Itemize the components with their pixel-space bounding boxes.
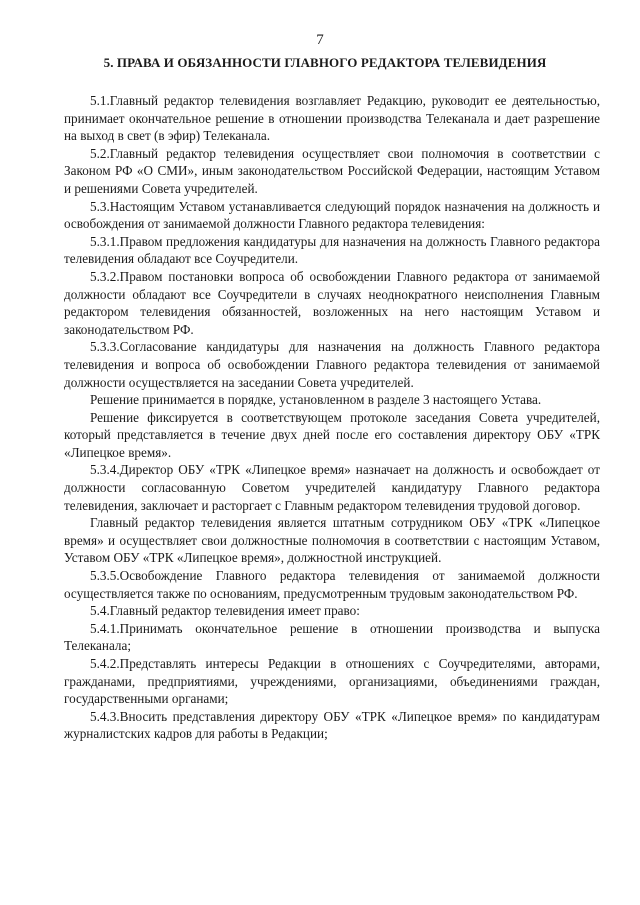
paragraph: 5.3.3.Согласование кандидатуры для назначения на должность Главного редактора телевидения и вопроса об освобождении Главного редактора телевидения от занимаемой должности осуществляется на заседании Совета учредителей. [64, 339, 600, 390]
paragraph: 5.4.3.Вносить представления директору ОБУ «ТРК «Липецкое время» по кандидатурам журналистских кадров для работы в Редакции; [64, 708, 600, 742]
paragraph: Решение принимается в порядке, установленном в разделе 3 настоящего Устава. [90, 392, 542, 408]
page-number: 7 [316, 32, 324, 48]
paragraph: Решение фиксируется в соответствующем протоколе заседания Совета учредителей, который представляется в течение двух дней после его составления директору ОБУ «ТРК «Липецкое время». [64, 409, 600, 460]
paragraph: Главный редактор телевидения является штатным сотрудником ОБУ «ТРК «Липецкое время» и осуществляет свои должностные полномочия в соответствии с настоящим Уставом, Уставом ОБУ «ТРК «Липецкое время», должностной инструкцией. [64, 515, 600, 566]
document-body [64, 92, 600, 743]
paragraph: 5.4.1.Принимать окончательное решение в отношении производства и выпуска Телеканала; [64, 620, 600, 654]
paragraph: 5.4.Главный редактор телевидения имеет право: [90, 603, 360, 619]
paragraph: 5.3.5.Освобождение Главного редактора телевидения от занимаемой должности осуществляется также по основаниям, предусмотренным трудовым законодательством РФ. [64, 568, 600, 601]
paragraph: 5.4.2.Представлять интересы Редакции в отношениях с Соучредителями, авторами, гражданами, предприятиями, учреждениями, организациями, объединениями граждан, государственными органами; [64, 656, 600, 707]
paragraph: 5.1.Главный редактор телевидения возглавляет Редакцию, руководит ее деятельностью, принимает окончательное решение в отношении производства Телеканала и дает разрешение на выход в свет (в эфир) Телеканала. [64, 93, 600, 144]
paragraph: 5.3.2.Правом постановки вопроса об освобождении Главного редактора от занимаемой должности обладают все Соучредители в случаях неоднократного неисполнения Главным редактором телевидения обязанностей, возложенных на него настоящим Уставом и законодательством РФ. [64, 268, 600, 337]
paragraph: 5.2.Главный редактор телевидения осуществляет свои полномочия в соответствии с Законом РФ «О СМИ», иным законодательством Российской Федерации, настоящим Уставом и решениями Совета учредителей. [64, 145, 600, 196]
section-heading: 5. ПРАВА И ОБЯЗАННОСТИ ГЛАВНОГО РЕДАКТОРА ТЕЛЕВИДЕНИЯ [103, 55, 547, 70]
paragraph: 5.3.4.Директор ОБУ «ТРК «Липецкое время» назначает на должность и освобождает от должности согласованную Советом учредителей кандидатуру Главного редактора телевидения, заключает и расторгает с Главным редактором телевидения трудовой договор. [64, 462, 600, 513]
paragraph: 5.3.1.Правом предложения кандидатуры для назначения на должность Главного редактора телевидения обладают все Соучредители. [64, 233, 600, 267]
paragraph: 5.3.Настоящим Уставом устанавливается следующий порядок назначения на должность и освобождения от занимаемой должности Главного редактора телевидения: [64, 198, 600, 232]
